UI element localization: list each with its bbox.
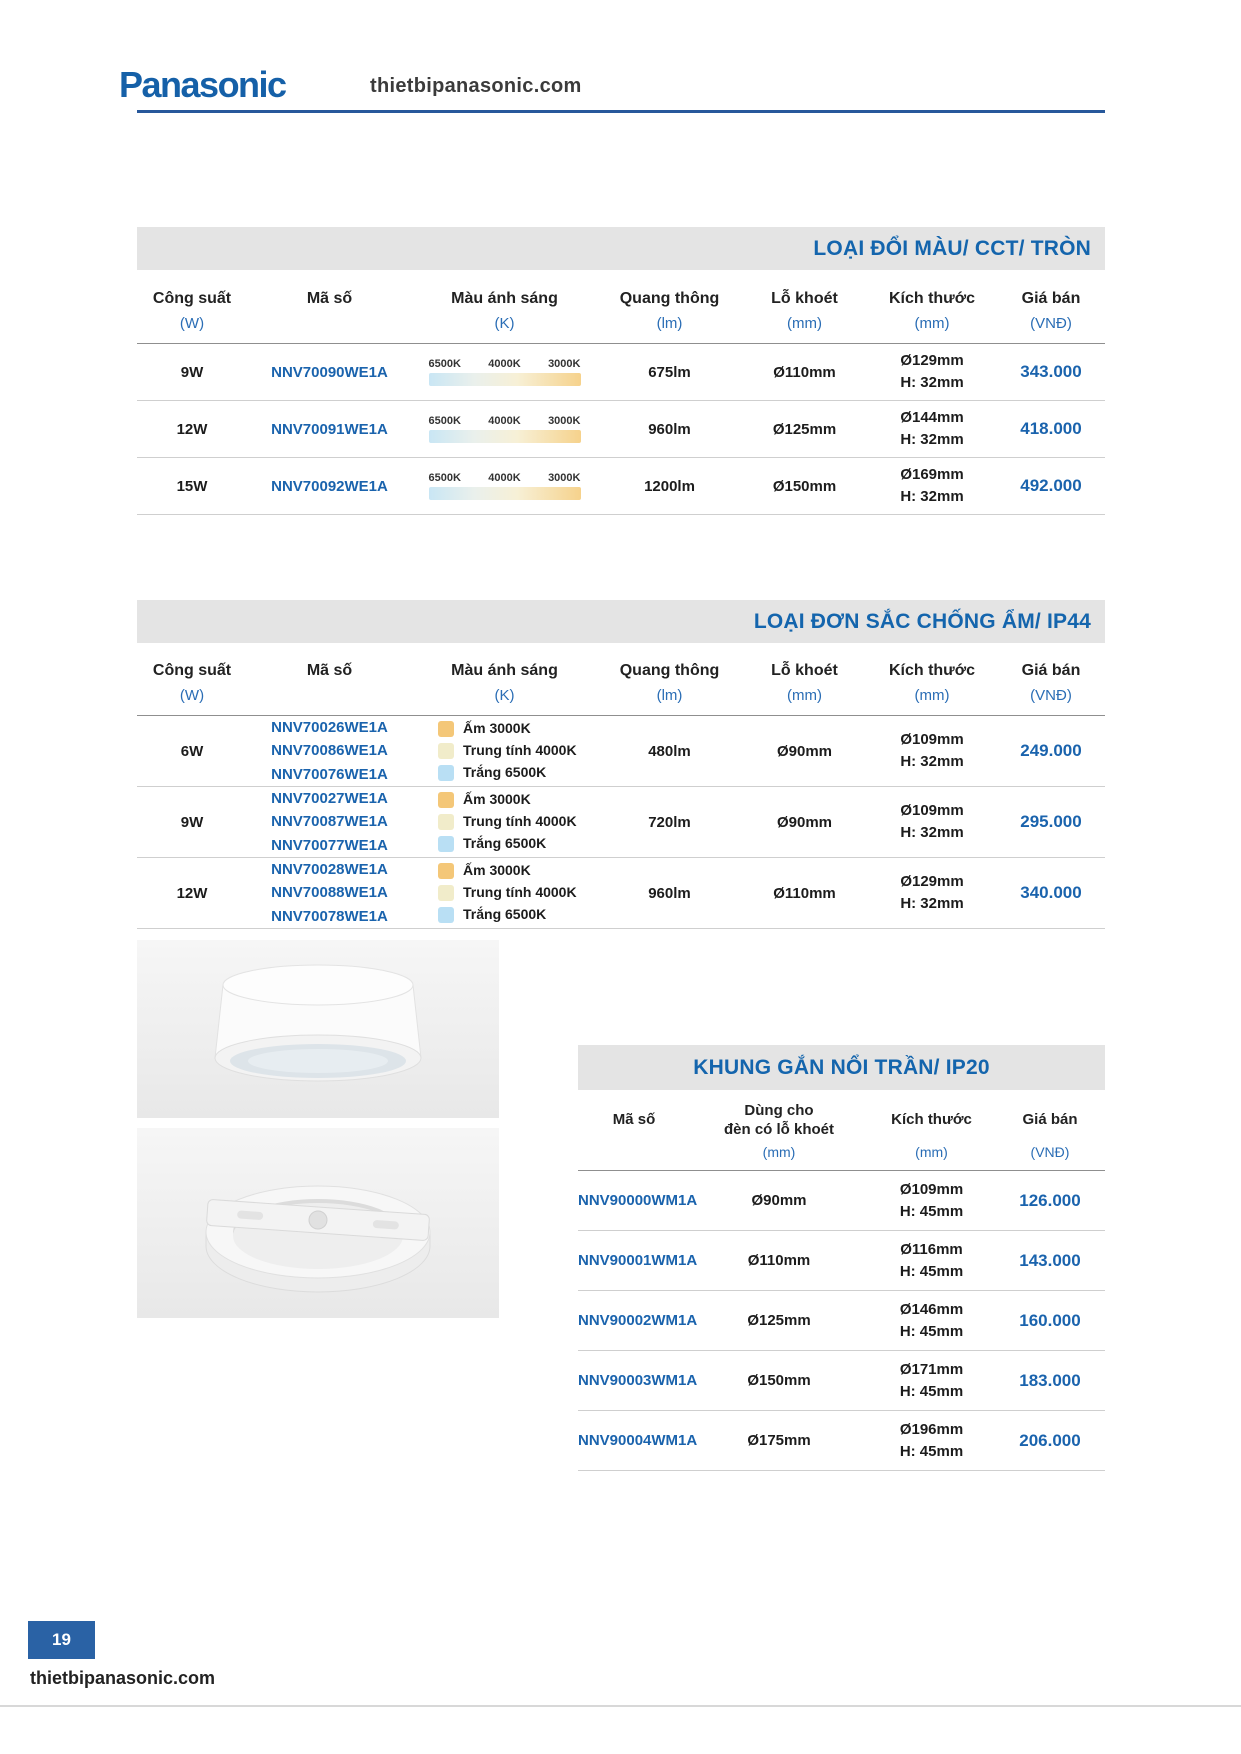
cct-label-3000k: 3000K	[548, 358, 581, 370]
mono-table-title: LOẠI ĐƠN SẮC CHỐNG ẨM/ IP44	[753, 609, 1091, 633]
cutout-value: Ø125mm	[747, 1312, 811, 1329]
cct-table-banner	[137, 227, 1105, 270]
cct-label-3000k: 3000K	[548, 472, 581, 484]
price-value: 206.000	[1019, 1430, 1081, 1450]
neutral-swatch	[438, 885, 454, 901]
size-diameter: Ø129mm	[900, 352, 964, 370]
cct-gradient	[412, 415, 597, 443]
flux-value: 960lm	[648, 884, 691, 902]
unit-power: (W)	[179, 687, 205, 704]
unit-code	[247, 680, 412, 704]
mono-header-row	[137, 662, 1105, 680]
size-diameter: Ø146mm	[899, 1300, 964, 1318]
power-value: 12W	[176, 420, 208, 438]
size-diameter: Ø129mm	[900, 873, 964, 891]
col-header-size: Kích thước	[891, 1111, 972, 1129]
warm-swatch	[438, 863, 454, 879]
col-header-color: Màu ánh sáng	[451, 290, 558, 307]
size-value	[867, 800, 997, 844]
unit-price: (VNĐ)	[1030, 315, 1072, 332]
size-diameter: Ø109mm	[900, 802, 964, 820]
price-value: 249.000	[1020, 741, 1082, 760]
size-diameter: Ø116mm	[900, 1240, 963, 1258]
cutout-value: Ø90mm	[776, 813, 833, 831]
product-code-link[interactable]: NNV90003WM1A	[578, 1372, 698, 1389]
size-value	[868, 1359, 995, 1403]
price-value: 160.000	[1019, 1310, 1081, 1330]
cct-label-4000k: 4000K	[488, 358, 521, 370]
frame-table-banner	[578, 1045, 1105, 1090]
cct-header-row	[137, 290, 1105, 308]
size-diameter: Ø109mm	[899, 1180, 964, 1198]
product-code-link[interactable]: NNV70092WE1A	[271, 477, 388, 495]
mono-table	[137, 662, 1105, 929]
col-header-size: Kích thước	[888, 662, 976, 679]
unit-color: (K)	[494, 687, 515, 704]
cutout-value: Ø150mm	[747, 1372, 811, 1389]
size-diameter: Ø171mm	[899, 1360, 964, 1378]
col-header-price: Giá bán	[1021, 290, 1081, 307]
flux-value: 480lm	[648, 742, 691, 760]
unit-code	[578, 1142, 690, 1170]
table-row	[137, 787, 1105, 858]
power-value: 9W	[180, 363, 204, 381]
product-code-link[interactable]: NNV70090WE1A	[271, 363, 388, 381]
flux-value: 960lm	[648, 420, 691, 438]
product-code-link[interactable]: NNV70087WE1A	[271, 813, 388, 831]
product-image-downlight	[137, 940, 499, 1118]
product-code-group	[247, 716, 412, 786]
size-value	[868, 1179, 995, 1223]
product-code-link[interactable]: NNV70076WE1A	[271, 765, 388, 783]
size-value	[868, 1419, 995, 1463]
cct-label-3000k: 3000K	[548, 415, 581, 427]
cool-swatch	[438, 765, 454, 781]
footer-divider	[0, 1705, 1241, 1707]
downlight-illustration	[137, 940, 499, 1118]
col-header-size: Kích thước	[888, 290, 976, 307]
col-header-power: Công suất	[152, 290, 232, 307]
unit-flux: (lm)	[656, 687, 683, 704]
product-code-link[interactable]: NNV90001WM1A	[578, 1252, 698, 1269]
swatch-label: Trung tính 4000K	[463, 742, 577, 759]
warm-swatch	[438, 792, 454, 808]
cct-gradient	[412, 472, 597, 500]
table-row	[137, 344, 1105, 401]
table-row	[578, 1231, 1105, 1291]
product-code-link[interactable]: NNV90000WM1A	[578, 1192, 698, 1209]
size-diameter: Ø196mm	[899, 1420, 964, 1438]
size-height: H: 45mm	[899, 1322, 964, 1340]
product-code-link[interactable]: NNV70077WE1A	[271, 836, 388, 854]
cutout-value: Ø150mm	[772, 477, 837, 495]
cct-table	[137, 290, 1105, 515]
cct-label-6500k: 6500K	[428, 472, 461, 484]
table-row	[578, 1351, 1105, 1411]
flux-value: 675lm	[648, 363, 691, 381]
price-value: 343.000	[1020, 362, 1082, 381]
swatch-label: Trắng 6500K	[463, 834, 547, 851]
size-height: H: 32mm	[900, 488, 964, 505]
col-header-power: Công suất	[152, 662, 232, 679]
cutout-value: Ø90mm	[751, 1192, 807, 1209]
cutout-value: Ø110mm	[773, 884, 836, 902]
swatch-label: Trắng 6500K	[463, 763, 547, 780]
table-row	[137, 401, 1105, 458]
frame-table-title: KHUNG GẮN NỔI TRẦN/ IP20	[693, 1055, 990, 1079]
unit-size: (mm)	[914, 315, 950, 332]
footer-website-link[interactable]: thietbipanasonic.com	[30, 1668, 216, 1688]
unit-price: (VNĐ)	[1030, 1144, 1070, 1160]
frame-table	[578, 1098, 1105, 1471]
neutral-swatch	[438, 743, 454, 759]
price-value: 418.000	[1020, 419, 1082, 438]
size-height: H: 45mm	[899, 1382, 964, 1400]
product-code-link[interactable]: NNV70088WE1A	[271, 884, 388, 902]
cutout-value: Ø125mm	[772, 420, 837, 438]
price-value: 126.000	[1019, 1190, 1081, 1210]
price-value: 143.000	[1019, 1250, 1081, 1270]
unit-price: (VNĐ)	[1030, 687, 1072, 704]
col-header-cutout: Lỗ khoét	[771, 662, 838, 679]
cutout-value: Ø110mm	[773, 363, 836, 381]
size-value	[868, 1299, 995, 1343]
cct-units-row	[137, 308, 1105, 344]
cct-label-4000k: 4000K	[488, 472, 521, 484]
product-code-group	[247, 858, 412, 928]
unit-flux: (lm)	[656, 315, 683, 332]
size-height: H: 32mm	[900, 824, 964, 841]
power-value: 6W	[180, 742, 204, 760]
unit-size: (mm)	[915, 1144, 948, 1160]
table-row	[137, 458, 1105, 515]
col-header-price: Giá bán	[1021, 662, 1081, 679]
color-swatch-group	[412, 860, 577, 925]
size-height: H: 45mm	[899, 1262, 964, 1280]
neutral-swatch	[438, 814, 454, 830]
cct-gradient	[412, 358, 597, 386]
swatch-label: Trung tính 4000K	[463, 813, 577, 830]
swatch-label: Ấm 3000K	[463, 720, 531, 737]
cct-gradient-bar	[429, 373, 581, 386]
col-header-flux: Quang thông	[619, 290, 720, 307]
product-code-link[interactable]: NNV70026WE1A	[271, 719, 388, 737]
flux-value: 720lm	[648, 813, 691, 831]
size-diameter: Ø169mm	[900, 466, 964, 484]
product-code-link[interactable]: NNV90004WM1A	[578, 1432, 698, 1449]
color-swatch-group	[412, 718, 577, 783]
table-row	[137, 858, 1105, 929]
size-value	[867, 407, 997, 451]
table-row	[578, 1291, 1105, 1351]
col-header-code: Mã số	[612, 1111, 656, 1129]
unit-code	[247, 308, 412, 332]
size-value	[867, 729, 997, 773]
price-value: 183.000	[1019, 1370, 1081, 1390]
header-website-link[interactable]: thietbipanasonic.com	[370, 75, 582, 97]
unit-color: (K)	[494, 315, 515, 332]
table-row	[137, 716, 1105, 787]
unit-cutout: (mm)	[787, 687, 822, 704]
mono-table-banner	[137, 600, 1105, 643]
flux-value: 1200lm	[644, 477, 695, 495]
header-divider	[137, 110, 1105, 113]
unit-cutout: (mm)	[787, 315, 822, 332]
cct-label-6500k: 6500K	[428, 415, 461, 427]
table-row	[578, 1411, 1105, 1471]
frame-header-block	[578, 1098, 1105, 1171]
unit-power: (W)	[179, 315, 205, 332]
cool-swatch	[438, 836, 454, 852]
col-header-cutout: Dùng cho đèn có lỗ khoét	[723, 1101, 834, 1138]
size-diameter: Ø109mm	[900, 731, 964, 749]
col-header-cutout: Lỗ khoét	[771, 290, 838, 307]
size-value	[867, 464, 997, 508]
mono-units-row	[137, 680, 1105, 716]
size-value	[867, 350, 997, 394]
col-header-code: Mã số	[306, 662, 353, 679]
cutout-value: Ø110mm	[747, 1252, 811, 1269]
product-image-mounting-frame	[137, 1128, 499, 1318]
size-height: H: 32mm	[900, 431, 964, 448]
size-height: H: 45mm	[899, 1202, 964, 1220]
product-code-link[interactable]: NNV70028WE1A	[271, 861, 388, 879]
size-diameter: Ø144mm	[900, 409, 964, 427]
cool-swatch	[438, 907, 454, 923]
power-value: 15W	[176, 477, 208, 495]
size-value	[868, 1239, 995, 1283]
power-value: 9W	[180, 813, 204, 831]
cutout-value: Ø175mm	[747, 1432, 811, 1449]
cct-table-title: LOẠI ĐỔI MÀU/ CCT/ TRÒN	[813, 236, 1091, 260]
unit-cutout: (mm)	[762, 1144, 796, 1160]
product-code-link[interactable]: NNV90002WM1A	[578, 1312, 698, 1329]
col-header-flux: Quang thông	[619, 662, 720, 679]
price-value: 340.000	[1020, 883, 1082, 902]
size-height: H: 32mm	[900, 753, 964, 770]
size-height: H: 45mm	[899, 1442, 964, 1460]
swatch-label: Ấm 3000K	[463, 862, 531, 879]
swatch-label: Trung tính 4000K	[463, 884, 577, 901]
product-code-group	[247, 787, 412, 857]
swatch-label: Ấm 3000K	[463, 791, 531, 808]
cct-gradient-bar	[429, 487, 581, 500]
size-height: H: 32mm	[900, 895, 964, 912]
warm-swatch	[438, 721, 454, 737]
size-value	[867, 871, 997, 915]
color-swatch-group	[412, 789, 577, 854]
cct-label-4000k: 4000K	[488, 415, 521, 427]
product-code-link[interactable]: NNV70027WE1A	[271, 790, 388, 808]
cct-gradient-bar	[429, 430, 581, 443]
price-value: 295.000	[1020, 812, 1082, 831]
product-code-link[interactable]: NNV70091WE1A	[271, 420, 388, 438]
col-header-price: Giá bán	[1022, 1111, 1078, 1129]
mounting-frame-illustration	[137, 1128, 499, 1318]
unit-size: (mm)	[914, 687, 950, 704]
product-code-link[interactable]: NNV70078WE1A	[271, 907, 388, 925]
col-header-code: Mã số	[306, 290, 353, 307]
size-height: H: 32mm	[900, 374, 964, 391]
product-code-link[interactable]: NNV70086WE1A	[271, 742, 388, 760]
cct-label-6500k: 6500K	[428, 358, 461, 370]
page-number-badge: 19	[28, 1621, 95, 1659]
cutout-value: Ø90mm	[776, 742, 833, 760]
power-value: 12W	[176, 884, 208, 902]
price-value: 492.000	[1020, 476, 1082, 495]
table-row	[578, 1171, 1105, 1231]
swatch-label: Trắng 6500K	[463, 905, 547, 922]
panasonic-logo: Panasonic	[119, 64, 286, 105]
col-header-color: Màu ánh sáng	[451, 662, 558, 679]
